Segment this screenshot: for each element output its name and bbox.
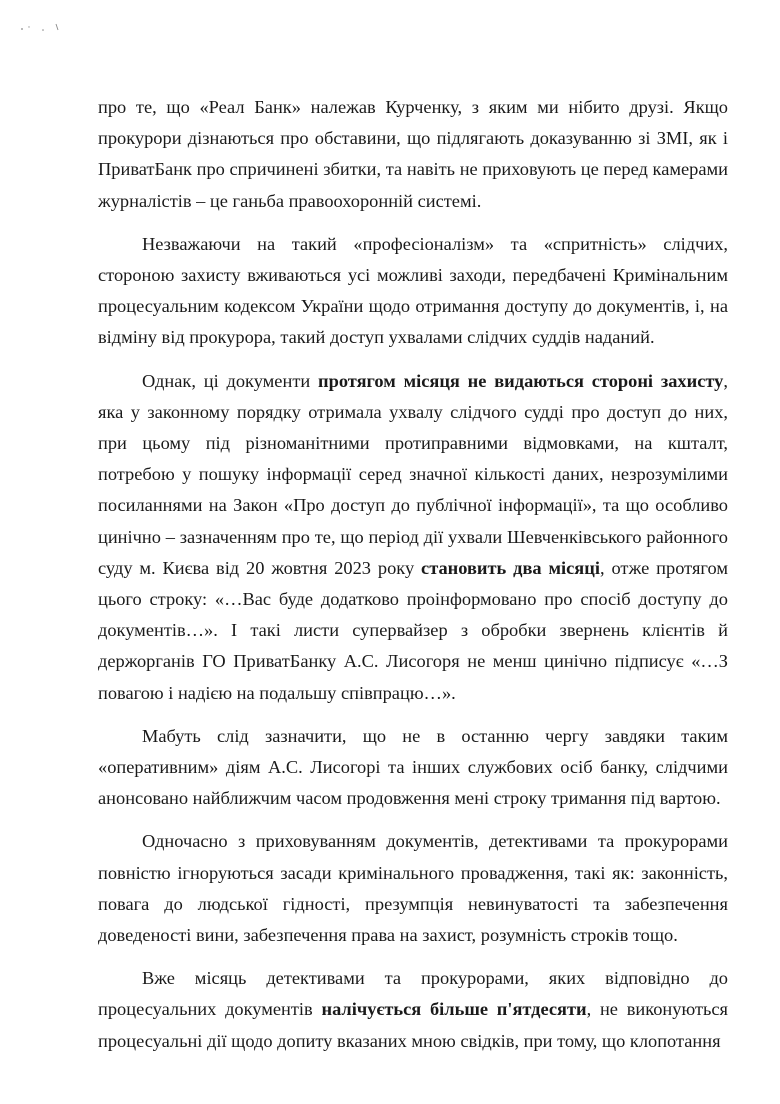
- paragraph-text: Одночасно з приховуванням документів, детективами та прокурорами повністю ігноруються засади кримінального провадження, такі як: законність, повага до людської гідності, презумпція невинуватості та забезпечення доведеності вини, забезпечення права на захист, розумність строків тощо.: [98, 831, 728, 946]
- paragraph-text: Вже місяць детективами та прокурорами, яких відповідно до процесуальних документів: [98, 968, 728, 1020]
- paragraph-text: , яка у законному порядку отримала ухвалу слідчого судді про доступ до них, при цьому під різноманітними протиправними відмовками, на кшталт, потребою у пошуку інформації серед значної кількості даних, незрозумілими посиланнями на Закон «Про доступ до публічної інформації», та що особливо цинічно – зазначенням про те, що період дії ухвали Шевченківського районного суду м. Києва від 20 жовтня 2023 року: [98, 370, 728, 578]
- emphasized-text: налічується більше п'ятдесяти: [321, 999, 587, 1020]
- emphasized-text: протягом місяця не видаються стороні захисту: [318, 370, 724, 391]
- paragraph-text: , отже протягом цього строку: «…Вас буде додатково проінформовано про спосіб доступу до документів…». І такі листи супервайзер з обробки звернень клієнтів й держорганів ГО ПриватБанку А.С. Лисогоря не менш цинічно підписує «…З повагою і надією на подальшу співпрацю…».: [98, 557, 728, 703]
- paragraph-text: Незважаючи на такий «професіоналізм» та «спритність» слідчих, стороною захисту вживаються усі можливі заходи, передбачені Кримінальним процесуальним кодексом України щодо отримання доступу до документів, і, на відміну від прокурора, такий доступ ухвалами слідчих суддів наданий.: [98, 233, 728, 348]
- paragraph: [98, 366, 728, 709]
- document-body: [98, 92, 728, 1057]
- paragraph: [98, 721, 728, 815]
- paragraph: [98, 826, 728, 951]
- paragraph: [98, 963, 728, 1057]
- paragraph-text: , не виконуються процесуальні дії щодо допиту вказаних мною свідків, при тому, що клопотання: [98, 999, 728, 1051]
- paragraph-text: Мабуть слід зазначити, що не в останню чергу завдяки таким «оперативним» діям А.С. Лисогорі та інших службових осіб банку, слідчими анонсовано найближчим часом продовження мені строку тримання під вартою.: [98, 725, 728, 809]
- scan-artifact-marks: [18, 20, 68, 34]
- paragraph-text: Однак, ці документи: [142, 370, 318, 391]
- paragraph: [98, 92, 728, 217]
- paragraph: [98, 229, 728, 354]
- emphasized-text: становить два місяці: [421, 557, 600, 578]
- paragraph-text: про те, що «Реал Банк» належав Курченку, з яким ми нібито друзі. Якщо прокурори дізнаються про обставини, що підлягають доказуванню зі ЗМІ, як і ПриватБанк про спричинені збитки, та навіть не приховують це перед камерами журналістів – це ганьба правоохоронній системі.: [98, 97, 728, 211]
